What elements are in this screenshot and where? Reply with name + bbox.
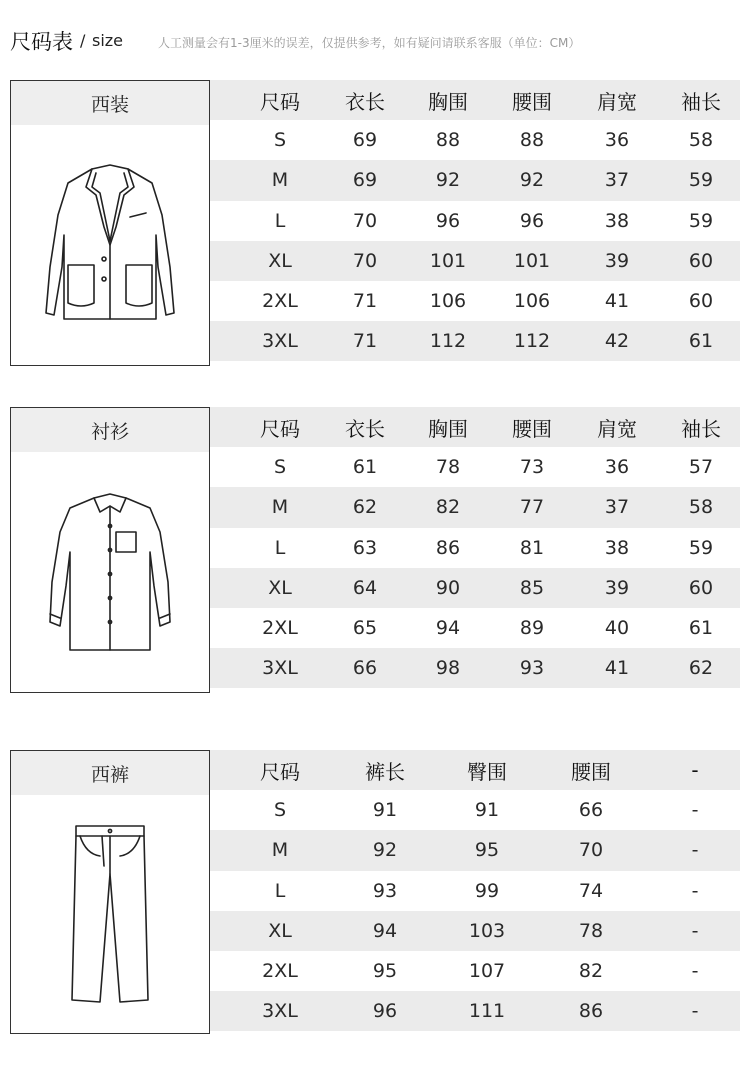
table-cell: 107: [468, 960, 506, 983]
table-cell: S: [273, 799, 287, 822]
table-header-row: [210, 80, 740, 120]
table-cell: 93: [519, 657, 545, 680]
size-chart-title: 尺码表: [10, 30, 73, 54]
column-header: 腰围: [512, 89, 552, 114]
table-cell: 91: [372, 799, 398, 822]
column-header: 袖长: [681, 89, 721, 114]
table-row: [210, 648, 740, 688]
table-cell: 78: [435, 456, 461, 479]
table-cell: 42: [604, 330, 630, 353]
table-cell: 37: [604, 169, 630, 192]
table-cell: 2XL: [262, 617, 298, 640]
table-cell: 65: [352, 617, 378, 640]
size-chart-header: [10, 26, 740, 56]
shirt-size-table: [210, 407, 740, 688]
trousers-size-table: [210, 750, 740, 1031]
table-cell: 58: [688, 129, 714, 152]
table-cell: 70: [352, 209, 378, 232]
table-cell: 88: [519, 129, 545, 152]
table-cell: 63: [352, 536, 378, 559]
table-cell: 39: [604, 576, 630, 599]
trousers-label: 西裤: [11, 751, 209, 795]
table-cell: 111: [468, 1000, 506, 1023]
table-cell: 59: [688, 536, 714, 559]
table-cell: 99: [474, 879, 500, 902]
table-cell: 94: [372, 919, 398, 942]
table-row: [210, 790, 740, 830]
table-cell: 98: [435, 657, 461, 680]
title-separator: /: [80, 31, 86, 50]
table-row: [210, 951, 740, 991]
table-cell: 70: [352, 249, 378, 272]
table-cell: 36: [604, 129, 630, 152]
column-header: 腰围: [512, 416, 552, 441]
table-cell: L: [274, 879, 286, 902]
table-cell: 60: [688, 576, 714, 599]
table-cell: 88: [435, 129, 461, 152]
shirt-icon: [30, 482, 190, 662]
table-cell: 78: [578, 919, 604, 942]
table-cell: 41: [604, 657, 630, 680]
table-cell: 71: [352, 330, 378, 353]
table-cell: 41: [604, 290, 630, 313]
table-cell: 112: [513, 330, 551, 353]
measurement-note: 人工测量会有1-3厘米的误差，仅提供参考，如有疑问请联系客服（单位：CM）: [158, 36, 581, 50]
column-header: 臀围: [467, 759, 507, 784]
table-cell: 77: [519, 496, 545, 519]
table-row: [210, 991, 740, 1031]
table-cell: 59: [688, 169, 714, 192]
table-cell: 66: [578, 799, 604, 822]
suit-size-table: [210, 80, 740, 361]
table-cell: 95: [474, 839, 500, 862]
table-cell: 91: [474, 799, 500, 822]
column-header: 胸围: [428, 89, 468, 114]
table-cell: 81: [519, 536, 545, 559]
table-row: [210, 160, 740, 200]
suit-image-panel: [10, 80, 210, 366]
table-cell: -: [691, 1000, 699, 1023]
table-cell: 37: [604, 496, 630, 519]
column-header: 腰围: [571, 759, 611, 784]
table-cell: 89: [519, 617, 545, 640]
table-cell: 93: [372, 879, 398, 902]
table-cell: 62: [688, 657, 714, 680]
table-cell: 112: [429, 330, 467, 353]
column-header: 袖长: [681, 416, 721, 441]
table-cell: 60: [688, 290, 714, 313]
table-cell: S: [273, 129, 287, 152]
table-cell: 92: [519, 169, 545, 192]
table-cell: S: [273, 456, 287, 479]
table-cell: M: [271, 496, 289, 519]
table-cell: -: [691, 879, 699, 902]
table-cell: 86: [435, 536, 461, 559]
table-cell: 2XL: [262, 290, 298, 313]
table-cell: 82: [578, 960, 604, 983]
column-header: 尺码: [260, 416, 300, 441]
shirt-section: [10, 407, 740, 693]
table-cell: XL: [268, 919, 292, 942]
table-row: [210, 281, 740, 321]
table-cell: XL: [268, 249, 292, 272]
table-cell: 70: [578, 839, 604, 862]
size-chart-title-en: size: [92, 31, 124, 50]
table-cell: 2XL: [262, 960, 298, 983]
table-cell: L: [274, 536, 286, 559]
table-row: [210, 830, 740, 870]
table-row: [210, 608, 740, 648]
table-cell: 38: [604, 536, 630, 559]
shirt-label: 衬衫: [11, 408, 209, 452]
table-cell: 103: [468, 919, 506, 942]
table-cell: 74: [578, 879, 604, 902]
table-cell: M: [271, 839, 289, 862]
table-header-row: [210, 407, 740, 447]
suit-label: 西装: [11, 81, 209, 125]
table-cell: 82: [435, 496, 461, 519]
table-cell: 92: [435, 169, 461, 192]
table-row: [210, 871, 740, 911]
column-header: 尺码: [260, 759, 300, 784]
table-cell: L: [274, 209, 286, 232]
table-cell: 106: [513, 290, 551, 313]
table-header-row: [210, 750, 740, 790]
table-cell: 73: [519, 456, 545, 479]
table-cell: M: [271, 169, 289, 192]
suit-section: [10, 80, 740, 366]
table-cell: 61: [688, 330, 714, 353]
trousers-image-panel: [10, 750, 210, 1034]
table-cell: -: [691, 919, 699, 942]
trousers-icon: [50, 814, 170, 1014]
table-cell: 40: [604, 617, 630, 640]
table-cell: 57: [688, 456, 714, 479]
trousers-section: [10, 750, 740, 1034]
table-cell: 64: [352, 576, 378, 599]
suit-jacket-icon: [30, 155, 190, 335]
column-header: 胸围: [428, 416, 468, 441]
column-header: 肩宽: [597, 89, 637, 114]
table-cell: 96: [435, 209, 461, 232]
table-cell: 36: [604, 456, 630, 479]
table-cell: 61: [352, 456, 378, 479]
table-row: [210, 487, 740, 527]
table-cell: 96: [372, 1000, 398, 1023]
table-row: [210, 911, 740, 951]
table-cell: -: [691, 799, 699, 822]
table-cell: 71: [352, 290, 378, 313]
column-header: 肩宽: [597, 416, 637, 441]
table-cell: 95: [372, 960, 398, 983]
table-row: [210, 528, 740, 568]
table-cell: -: [691, 839, 699, 862]
table-cell: 69: [352, 169, 378, 192]
table-cell: 62: [352, 496, 378, 519]
table-cell: 39: [604, 249, 630, 272]
table-cell: 106: [429, 290, 467, 313]
column-header: -: [691, 758, 699, 783]
table-cell: 101: [513, 249, 551, 272]
table-cell: XL: [268, 576, 292, 599]
table-cell: -: [691, 960, 699, 983]
column-header: 衣长: [345, 416, 385, 441]
column-header: 尺码: [260, 89, 300, 114]
table-row: [210, 447, 740, 487]
table-cell: 58: [688, 496, 714, 519]
column-header: 衣长: [345, 89, 385, 114]
table-cell: 3XL: [262, 657, 298, 680]
table-cell: 96: [519, 209, 545, 232]
table-cell: 61: [688, 617, 714, 640]
table-cell: 92: [372, 839, 398, 862]
table-cell: 85: [519, 576, 545, 599]
table-row: [210, 120, 740, 160]
table-cell: 3XL: [262, 1000, 298, 1023]
table-cell: 86: [578, 1000, 604, 1023]
table-row: [210, 201, 740, 241]
table-cell: 60: [688, 249, 714, 272]
table-cell: 94: [435, 617, 461, 640]
table-cell: 3XL: [262, 330, 298, 353]
shirt-image-panel: [10, 407, 210, 693]
table-cell: 101: [429, 249, 467, 272]
table-cell: 38: [604, 209, 630, 232]
table-cell: 90: [435, 576, 461, 599]
table-row: [210, 321, 740, 361]
table-cell: 66: [352, 657, 378, 680]
table-cell: 59: [688, 209, 714, 232]
column-header: 裤长: [365, 759, 405, 784]
table-cell: 69: [352, 129, 378, 152]
table-row: [210, 568, 740, 608]
table-row: [210, 241, 740, 281]
